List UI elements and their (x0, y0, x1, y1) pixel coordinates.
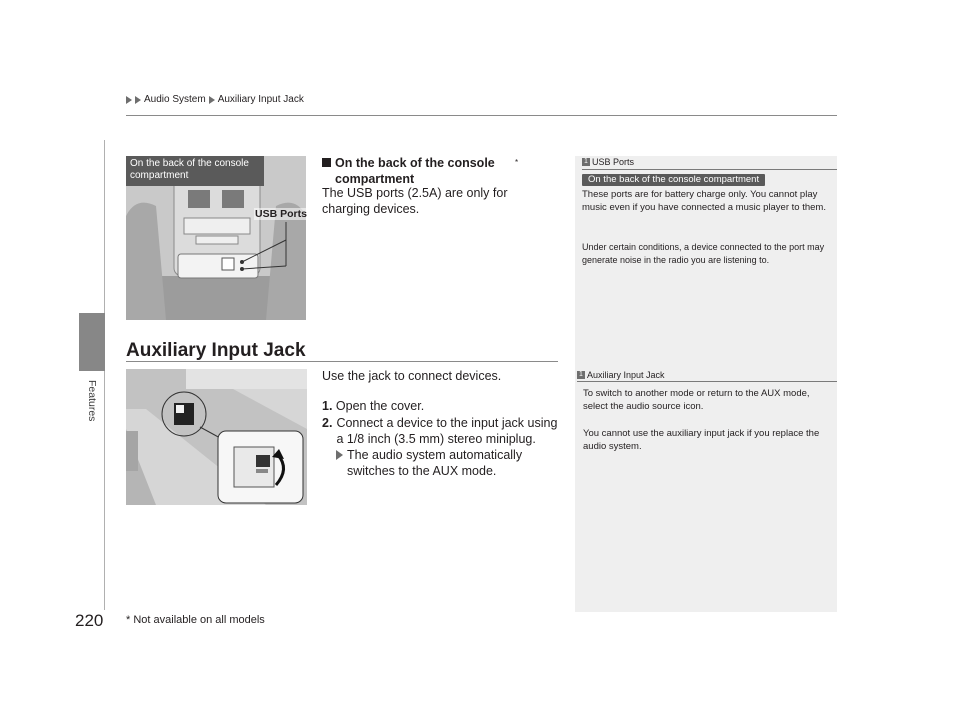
header-divider (126, 115, 837, 116)
chapter-tab[interactable] (79, 313, 105, 371)
aux-note-title[interactable] (577, 370, 665, 380)
step-2-number: 2. (322, 416, 333, 430)
availability-mark: * (515, 158, 519, 167)
usb-section-body: The USB ports (2.5A) are only for charging devices. (322, 186, 508, 216)
usb-note-title[interactable] (582, 157, 634, 167)
chapter-tab-label: Features (86, 380, 98, 422)
step-1-text: Open the cover. (335, 399, 425, 413)
aux-note-title-text: Auxiliary Input Jack (587, 370, 665, 380)
breadcrumb-page[interactable]: Auxiliary Input Jack (217, 94, 304, 105)
aux-note-paragraph: To switch to another mode or return to the AUX mode, select the audio source icon. (583, 388, 810, 412)
usb-heading-text: On the back of the console compartment (335, 156, 495, 186)
usb-ports-callout: USB Ports (255, 208, 307, 220)
step-2-result-text: The audio system automatically switches to the AUX mode. (347, 448, 523, 478)
aux-jack-photo (126, 369, 307, 505)
step-1 (322, 398, 424, 414)
breadcrumb-arrow-icon (126, 96, 132, 104)
page-number: 220 (75, 611, 104, 630)
step-1-number: 1. (322, 399, 333, 413)
breadcrumb (126, 94, 304, 105)
usb-note-paragraph: These ports are for battery charge only. You cannot play music even if you have connected a music player to them. (582, 189, 826, 213)
step-2-result (336, 447, 566, 479)
aux-intro-text: Use the jack to connect devices. (322, 369, 502, 383)
usb-note-badge: On the back of the console compartment (582, 174, 765, 186)
aux-note-paragraph: You cannot use the auxiliary input jack if you replace the audio system. (583, 428, 820, 452)
breadcrumb-arrow-icon (209, 96, 215, 104)
note-ref-icon: 1 (577, 371, 585, 379)
section-divider (126, 361, 558, 362)
breadcrumb-section[interactable]: Audio System (144, 94, 206, 105)
usb-photo-caption: On the back of the console compartment (126, 156, 264, 186)
usb-section-heading (322, 155, 518, 187)
note-ref-icon: 1 (582, 158, 590, 166)
result-arrow-icon (336, 450, 343, 460)
heading-square-icon (322, 158, 331, 167)
usb-note-paragraph: Under certain conditions, a device connected to the port may generate noise in the radio you are listening to. (582, 242, 825, 265)
aux-jack-illustration (126, 369, 307, 505)
chapter-tab-label-wrap (79, 380, 105, 440)
notes-sidebar (575, 156, 837, 612)
breadcrumb-arrow-icon (135, 96, 141, 104)
section-title: Auxiliary Input Jack (126, 340, 306, 361)
footnote: * Not available on all models (126, 614, 265, 626)
step-2-text: Connect a device to the input jack using a 1/8 inch (3.5 mm) stereo miniplug. (336, 416, 558, 446)
step-2 (322, 415, 562, 447)
side-divider (104, 140, 105, 610)
note-divider (582, 169, 837, 170)
note-divider (577, 381, 837, 382)
usb-note-title-text: USB Ports (592, 157, 635, 167)
